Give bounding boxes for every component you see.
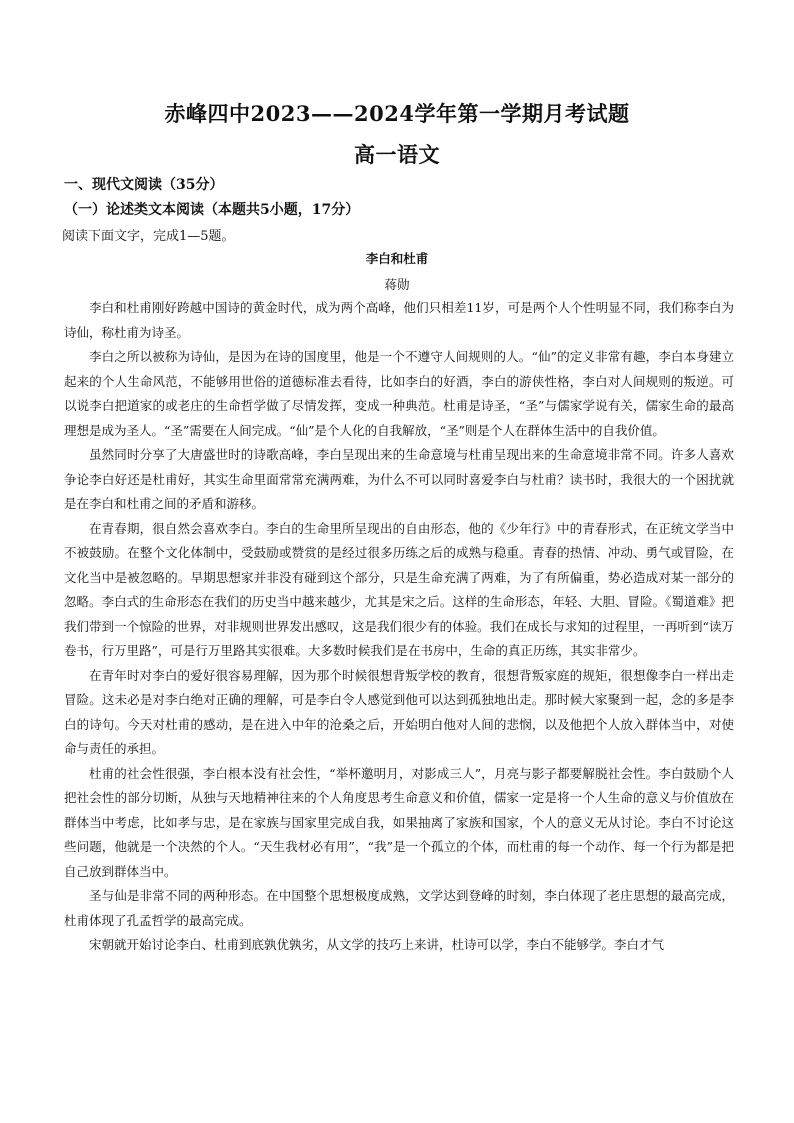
article-paragraph: 宋朝就开始讨论李白、杜甫到底孰优孰劣，从文学的技巧上来讲，杜诗可以学，李白不能够学。李白才气 [89, 937, 665, 952]
article-paragraph: 在青年时对李白的爱好很容易理解，因为那个时候很想背叛学校的教育，很想背叛家庭的规矩，很想像李白一样出走冒险。这未必是对李白绝对正确的理解，可是李白令人感觉到他可以达到孤独地出走。那时候大家聚到一起，念的多是李白的诗句。今天对杜甫的感动，是在进入中年的沧桑之后，开始明白他对人间的悲悯，以及他把个人放入群体当中，对使命与责任的承担。 [64, 667, 734, 756]
article-paragraph: 李白之所以被称为诗仙，是因为在诗的国度里，他是一个不遵守人间规则的人。“仙”的定义非常有趣，李白本身建立起来的个人生命风范，不能够用世俗的道德标准去看待，比如李白的好酒，李白的游侠性格，李白对人间规则的叛逆。可以说李白把道家的或老庄的生命哲学做了尽情发挥，变成一种典范。杜甫是诗圣，“圣”与儒家学说有关，儒家生命的最高理想是成为圣人。“圣”需要在人间完成。“仙”是个人化的自我解放，“圣”则是个人在群体生活中的自我价值。 [64, 349, 734, 438]
subsection-heading: （一）论述类文本阅读（本题共5小题，17分） [64, 202, 360, 218]
section-heading: 一、现代文阅读（35分） [64, 177, 224, 193]
article-title: 李白和杜甫 [365, 251, 429, 266]
article-paragraph: 圣与仙是非常不同的两种形态。在中国整个思想极度成熟，文学达到登峰的时刻，李白体现了老庄思想的最高完成，杜甫体现了孔孟哲学的最高完成。 [64, 888, 734, 928]
exam-title: 赤峰四中2023——2024学年第一学期月考试题 [164, 101, 630, 126]
article-paragraph: 虽然同时分享了大唐盛世时的诗歌高峰，李白呈现出来的生命意境与杜甫呈现出来的生命意境非常不同。许多人喜欢争论李白好还是杜甫好，其实生命里面常常充满两难，为什么不可以同时喜爱李白与杜甫？读书时，我很大的一个困扰就是在李白和杜甫之间的矛盾和游移。 [64, 447, 734, 511]
reading-instruction: 阅读下面文字，完成1—5题。 [62, 229, 235, 244]
article-paragraph: 李白和杜甫刚好跨越中国诗的黄金时代，成为两个高峰，他们只相差11岁，可是两个人个性明显不同，我们称李白为诗仙，称杜甫为诗圣。 [64, 300, 734, 340]
article-paragraph: 在青春期，很自然会喜欢李白。李白的生命里所呈现出的自由形态，他的《少年行》中的青春形式，在正统文学当中不被鼓励。在整个文化体制中，受鼓励或赞赏的是经过很多历练之后的成熟与稳重。青春的热情、冲动、勇气或冒险，在文化当中是被忽略的。早期思想家并非没有碰到这个部分，只是生命充满了两难，为了有所偏重，势必造成对某一部分的忽略。李白式的生命形态在我们的历史当中越来越少，尤其是宋之后。这样的生命形态，年轻、大胆、冒险。《蜀道难》把我们带到一个惊险的世界，对非规则世界发出感叹，这是我们很少有的体验。我们在成长与求知的过程里，一再听到“读万卷书，行万里路”，可是行万里路其实很难。大多数时候我们是在书房中，生命的真正历练，其实非常少。 [64, 520, 734, 658]
exam-subject: 高一语文 [354, 142, 440, 167]
article-author: 蒋勋 [384, 277, 410, 292]
article-body [64, 296, 734, 958]
article-paragraph: 杜甫的社会性很强，李白根本没有社会性，“举杯邀明月，对影成三人”，月亮与影子都要解脱社会性。李白鼓励个人把社会性的部分切断，从独与天地精神往来的个人角度思考生命意义和价值，儒家一定是将一个人生命的意义与价值放在群体当中考虑，比如孝与忠，是在家族与国家里完成自我，如果抽离了家族和国家，个人的意义无从讨论。李白不讨论这些问题，他就是一个决然的个人。“天生我材必有用”，“我”是一个孤立的个体，而杜甫的每一个动作、每一个行为都是把自己放到群体当中。 [64, 765, 734, 879]
